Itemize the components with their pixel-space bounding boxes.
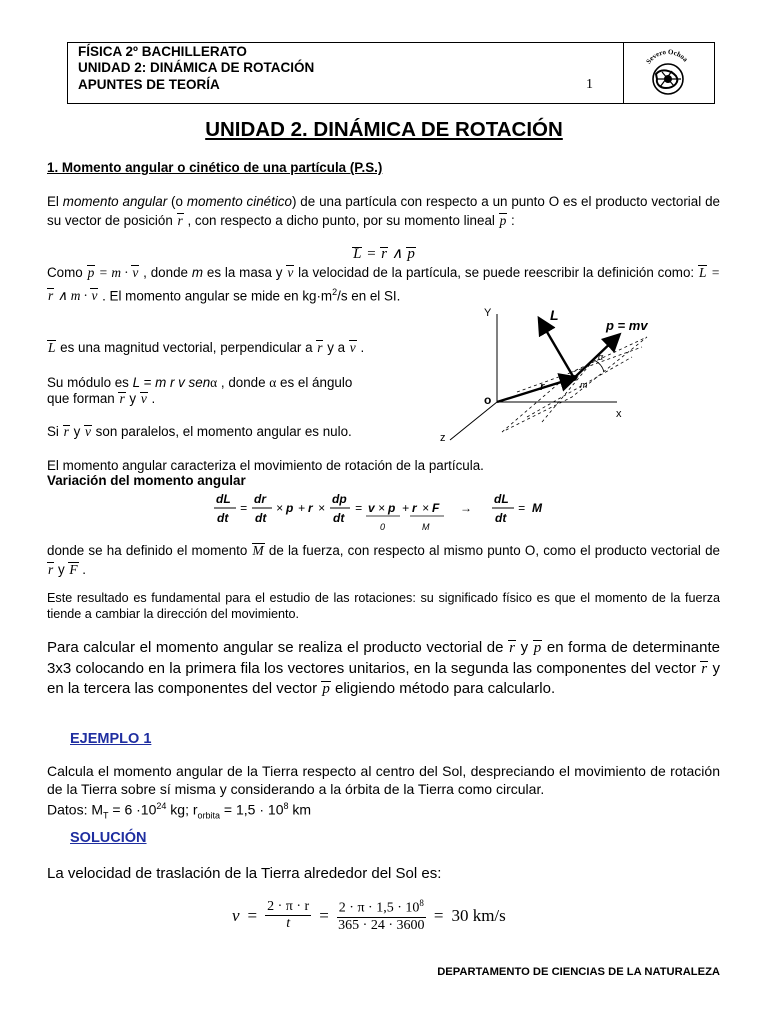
paragraph-parallel: Si r y v son paralelos, el momento angular es nulo.	[47, 424, 352, 439]
paragraph-determinant: Para calcular el momento angular se realiza el producto vectorial de r y p en forma de determinante 3x3 colocando en la primera fila los vectores unitarios, en la segunda las componentes del vector r y en la tercera las componentes del vector p eligiendo método para calcularlo.	[47, 638, 720, 700]
svg-text:→: →	[460, 501, 472, 515]
svg-text:×: ×	[378, 501, 386, 515]
svg-text:+: +	[402, 501, 410, 515]
paragraph-perpendicular: L es una magnitud vectorial, perpendicular a r y a v .	[48, 340, 365, 355]
svg-text:z: z	[440, 432, 446, 444]
svg-text:α: α	[598, 352, 604, 362]
svg-text:Y: Y	[484, 307, 492, 319]
svg-text:m: m	[580, 380, 588, 390]
svg-text:dL: dL	[494, 492, 509, 506]
svg-text:r: r	[308, 501, 313, 515]
paragraph-como: Como p = m · v , donde m es la masa y v la velocidad de la partícula, se puede reescribir la definición como: L = r ∧ m · v . El momento angular se mide en $kg\cdot m^2/s$ en el SI.	[47, 264, 720, 305]
svg-text:=: =	[355, 501, 363, 515]
svg-text:=: =	[518, 501, 526, 515]
page-footer: DEPARTAMENTO DE CIENCIAS DE LA NATURALEZA	[437, 966, 720, 978]
svg-text:dt: dt	[495, 511, 507, 525]
svg-text:Severo Ochoa: Severo Ochoa	[644, 47, 690, 66]
svg-text:dt: dt	[255, 511, 267, 525]
svg-text:p = mv: p = mv	[606, 318, 648, 333]
header-text-cell	[68, 43, 624, 103]
header-box	[67, 42, 715, 104]
paragraph-fundamental: Este resultado es fundamental para el estudio de las rotaciones: su significado físico es que el momento de la fuerza tiende a cambiar la dirección del movimiento.	[47, 591, 720, 621]
header-notes: APUNTES DE TEORÍA	[78, 77, 220, 92]
svg-text:F: F	[432, 501, 440, 515]
header-course: FÍSICA 2º BACHILLERATO	[78, 44, 247, 59]
paragraph-velocity: La velocidad de traslación de la Tierra alrededor del Sol es:	[47, 865, 442, 882]
svg-text:dt: dt	[217, 511, 229, 525]
equation-velocity: v = $\frac{2 \cdot \pi \cdot r}{t}$ = $\frac{2 \cdot \pi \cdot 1,5 \cdot 10^8}{365 \cdot 24 \cdot 3600}$ = 30 km/s	[232, 898, 506, 933]
svg-text:dt: dt	[333, 511, 345, 525]
header-unit: UNIDAD 2: DINÁMICA DE ROTACIÓN	[78, 60, 315, 75]
svg-text:+: +	[298, 501, 306, 515]
angular-momentum-figure	[432, 302, 682, 450]
school-logo	[626, 46, 710, 100]
svg-text:×: ×	[276, 501, 284, 515]
svg-text:o: o	[484, 393, 492, 407]
equation-derivative	[210, 490, 550, 536]
solution-heading: SOLUCIÓN	[70, 830, 147, 846]
page-title: UNIDAD 2. DINÁMICA DE ROTACIÓN	[205, 118, 563, 141]
paragraph-characterizes: El momento angular caracteriza el movimiento de rotación de la partícula.	[47, 458, 484, 473]
svg-text:v: v	[368, 501, 375, 515]
variation-heading: Variación del momento angular	[47, 473, 246, 488]
paragraph-modulus: Su módulo es L = m r v senα , donde α es el ángulo que forman r y v .	[47, 375, 353, 406]
paragraph-definition: El momento angular (o momento cinético) de una partícula con respecto a un punto O es el producto vectorial de su vector de posición r , con respecto a dicho punto, por su momento lineal p :	[47, 193, 720, 230]
svg-text:dp: dp	[332, 492, 347, 506]
svg-text:M: M	[532, 501, 542, 515]
svg-text:M: M	[422, 522, 430, 532]
equation-angular-momentum: L = r ∧ p	[353, 246, 415, 262]
svg-text:L: L	[550, 307, 559, 323]
paragraph-torque: donde se ha definido el momento M de la fuerza, con respecto al mismo punto O, como el producto vectorial de r y F .	[47, 542, 720, 579]
svg-text:r: r	[412, 501, 417, 515]
svg-text:r: r	[540, 381, 545, 393]
svg-text:x: x	[616, 408, 622, 420]
svg-text:0: 0	[380, 522, 386, 532]
section-heading: 1. Momento angular o cinético de una partícula (P.S.)	[47, 160, 383, 175]
page-number: 1	[586, 77, 593, 92]
svg-text:=: =	[240, 501, 248, 515]
example-heading: EJEMPLO 1	[70, 731, 152, 747]
svg-text:dL: dL	[216, 492, 231, 506]
svg-text:dr: dr	[254, 492, 266, 506]
paragraph-example: Calcula el momento angular de la Tierra respecto al centro del Sol, despreciando el movimiento de rotación de la Tierra sobre sí misma y considerando a la órbita de la Tierra como circular. Datos: $M_T = 6 \cdot 10^{24}$ kg; $r_{orbita} = 1,5 \cdot 10^8$ km	[47, 763, 720, 821]
svg-text:p: p	[388, 501, 396, 515]
svg-text:×: ×	[422, 501, 430, 515]
svg-text:p: p	[286, 501, 294, 515]
svg-text:×: ×	[318, 501, 326, 515]
